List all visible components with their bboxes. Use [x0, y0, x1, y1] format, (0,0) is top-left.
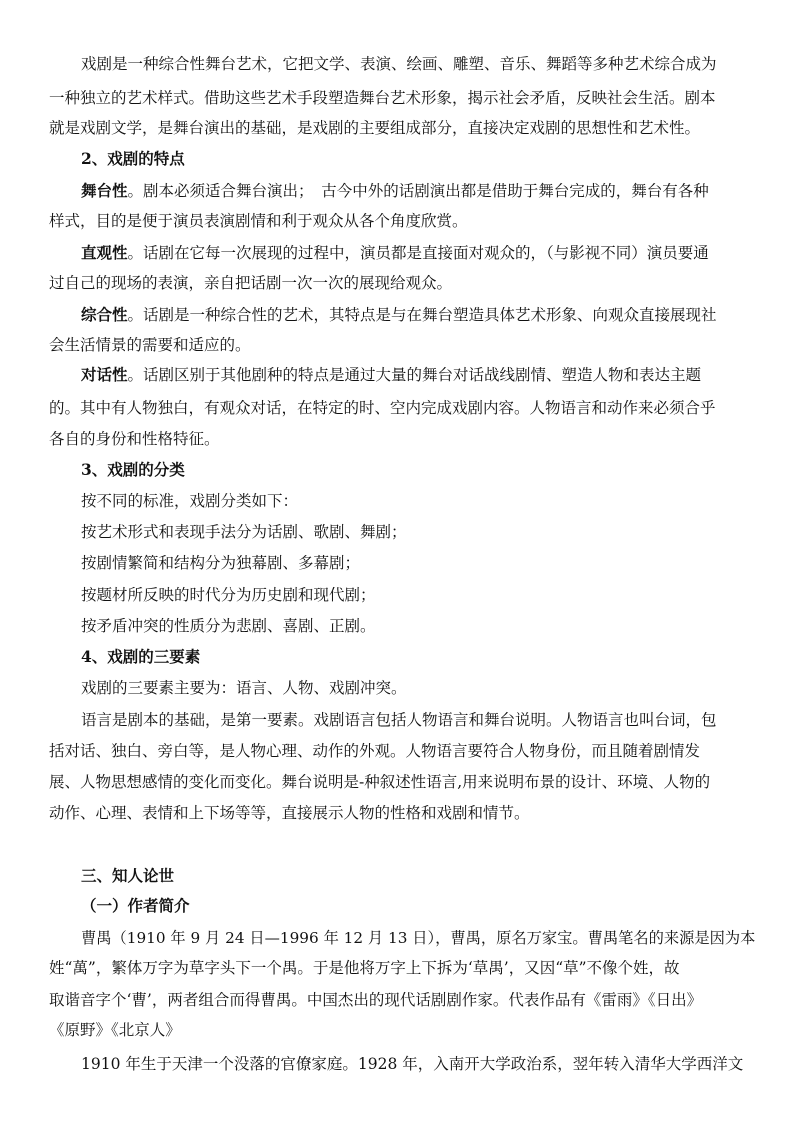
language-paragraph-line-1: 语言是剧本的基础，是第一要素。戏剧语言包括人物语言和舞台说明。人物语言也叫台词，包 [81, 711, 717, 729]
language-paragraph-line-3: 展、人物思想感情的变化而变化。舞台说明是-种叙述性语言,用来说明布景的设计、环境、人物的 [49, 773, 711, 791]
section-3-heading: 3、戏剧的分类 [81, 460, 185, 479]
classification-intro: 按不同的标准，戏剧分类如下： [81, 492, 299, 510]
dialog-paragraph-line-2: 的。其中有人物独白，有观众对话，在特定的时、空内完成戏剧内容。人物语言和动作来必须合乎 [49, 399, 716, 417]
synth-paragraph-line-1 [81, 305, 717, 325]
intro-line-3: 就是戏剧文学，是舞台演出的基础，是戏剧的主要组成部分，直接决定戏剧的思想性和艺术性。 [49, 119, 701, 137]
stage-paragraph-line-1 [81, 181, 709, 201]
language-paragraph-line-2: 括对话、独白、旁白等，是人物心理、动作的外观。人物语言要符合人物身份，而且随着剧情发 [49, 742, 701, 760]
author-intro-heading: （一）作者简介 [81, 896, 190, 915]
term-synth: 综合性 [81, 305, 128, 324]
direct-paragraph-line-1 [81, 243, 709, 263]
part-3-heading: 三、知人论世 [81, 866, 175, 885]
classification-item-2: 按剧情繁简和结构分为独幕剧、多幕剧； [81, 554, 361, 572]
biography-paragraph-line-1: 1910 年生于天津一个没落的官僚家庭。1928 年，入南开大学政治系，翌年转入清华大学西洋文 [81, 1055, 744, 1073]
language-paragraph-line-4: 动作、心理、表情和上下场等等，直接展示人物的性格和戏剧和情节。 [49, 804, 530, 822]
term-dialog: 对话性 [81, 365, 128, 384]
synth-text-1: 。话剧是一种综合性的艺术，其特点是与在舞台塑造具体艺术形象、向观众直接展现社 [127, 306, 717, 324]
direct-text-1: 。话剧在它每一次展现的过程中，演员都是直接面对观众的，（与影视不同）演员要通 [127, 244, 709, 262]
term-direct: 直观性 [81, 243, 128, 262]
intro-line-2: 一种独立的艺术样式。借助这些艺术手段塑造舞台艺术形象，揭示社会矛盾，反映社会生活。剧本 [49, 89, 716, 107]
three-elements-summary: 戏剧的三要素主要为：语言、人物、戏剧冲突。 [81, 679, 407, 697]
dialog-text-1: 。话剧区别于其他剧种的特点是通过大量的舞台对话战线剧情、塑造人物和表达主题 [127, 366, 702, 384]
author-paragraph-line-3: 取谐音字个‘曹’，两者组合而得曹禺。中国杰出的现代话剧剧作家。代表作品有《雷雨》《日出》 [49, 991, 703, 1009]
term-stage: 舞台性 [81, 181, 128, 200]
intro-line-1: 戏剧是一种综合性舞台艺术，它把文学、表演、绘画、雕塑、音乐、舞蹈等多种艺术综合成为 [81, 55, 717, 73]
stage-paragraph-line-2: 样式，目的是便于演员表演剧情和利于观众从各个角度欣赏。 [49, 212, 468, 230]
classification-item-3: 按题材所反映的时代分为历史剧和现代剧； [81, 586, 376, 604]
dialog-paragraph-line-1 [81, 365, 701, 385]
classification-item-4: 按矛盾冲突的性质分为悲剧、喜剧、正剧。 [81, 617, 376, 635]
author-paragraph-line-4: 《原野》《北京人》 [49, 1021, 181, 1039]
direct-paragraph-line-2: 过自己的现场的表演，亲自把话剧一次一次的展现给观众。 [49, 274, 453, 292]
dialog-paragraph-line-3: 各自的身份和性格特征。 [49, 430, 220, 448]
author-paragraph-line-2: 姓“萬”，繁体万字为草字头下一个禺。于是他将万字上下拆为‘草禺’，又因“草”不像个姓，故 [49, 959, 680, 977]
synth-paragraph-line-2: 会生活情景的需要和适应的。 [49, 336, 251, 354]
section-4-heading: 4、戏剧的三要素 [81, 647, 201, 666]
classification-item-1: 按艺术形式和表现手法分为话剧、歌剧、舞剧； [81, 523, 407, 541]
author-paragraph-line-1: 曹禺（1910 年 9 月 24 日—1996 年 12 月 13 日），曹禺，原名万家宝。曹禺笔名的来源是因为本 [81, 929, 756, 947]
section-2-heading: 2、戏剧的特点 [81, 149, 185, 168]
stage-text-1: 。剧本必须适合舞台演出； 古今中外的话剧演出都是借助于舞台完成的，舞台有各种 [127, 182, 709, 200]
